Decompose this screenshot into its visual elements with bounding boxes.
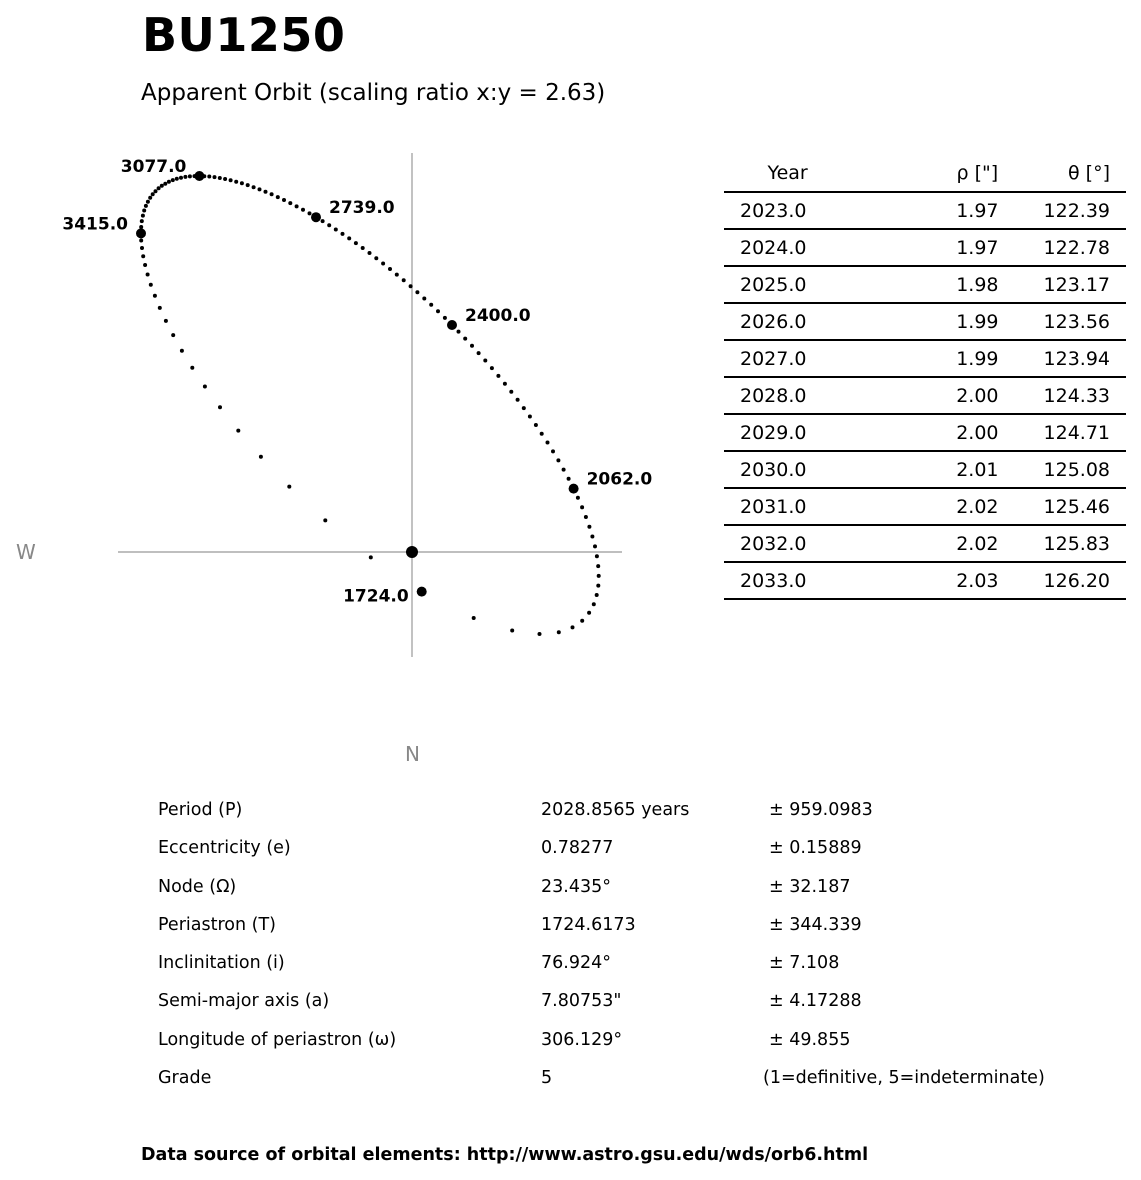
parameter-error: (1=definitive, 5=indeterminate) <box>763 1068 1045 1089</box>
orbit-point <box>546 441 550 445</box>
table-row <box>724 377 1126 414</box>
parameter-value: 76.924° <box>541 953 611 974</box>
orbit-point <box>142 209 146 213</box>
epoch-marker <box>417 587 427 597</box>
column-header-year: Year <box>724 155 851 192</box>
orbit-point <box>287 485 291 489</box>
parameter-name: Period (P) <box>158 800 243 820</box>
cell-year: 2023.0 <box>724 192 851 229</box>
orbit-point <box>595 554 599 558</box>
orbit-point <box>143 263 147 267</box>
epoch-label: 1724.0 <box>343 586 409 607</box>
cell-theta: 122.78 <box>1044 229 1126 266</box>
cell-theta: 123.94 <box>1044 340 1126 377</box>
orbit-point <box>510 629 514 633</box>
chart-subtitle: Apparent Orbit (scaling ratio x:y = 2.63) <box>141 80 606 106</box>
parameter-name: Grade <box>158 1068 212 1089</box>
orbit-point <box>153 294 157 298</box>
orbit-point <box>236 429 240 433</box>
table-row <box>724 303 1126 340</box>
orbit-point <box>584 515 588 519</box>
epoch-label: 3077.0 <box>120 157 187 177</box>
cell-theta: 125.08 <box>1044 451 1126 488</box>
cell-theta: 124.71 <box>1044 414 1126 451</box>
orbit-point <box>567 477 571 481</box>
orbit-point <box>557 630 561 634</box>
orbit-point <box>562 468 566 472</box>
cell-year: 2027.0 <box>724 340 851 377</box>
cell-theta: 122.39 <box>1044 192 1126 229</box>
orbit-point <box>139 239 143 243</box>
cell-year: 2032.0 <box>724 525 851 562</box>
orbit-point <box>213 175 217 179</box>
parameter-value: 7.80753" <box>541 991 622 1012</box>
epoch-label: 2400.0 <box>465 306 531 326</box>
orbit-point <box>252 185 256 189</box>
orbit-point <box>171 178 175 182</box>
epoch-marker <box>194 171 204 181</box>
orbit-point <box>528 415 532 419</box>
orbit-point <box>592 602 596 606</box>
orbit-point <box>188 174 192 178</box>
orbit-point <box>160 184 164 188</box>
orbit-point <box>522 406 526 410</box>
cell-theta: 126.20 <box>1044 562 1126 599</box>
orbit-point <box>593 544 597 548</box>
orbit-point <box>477 351 481 355</box>
parameter-error: ± 344.339 <box>769 914 862 935</box>
orbit-point <box>264 190 268 194</box>
cell-year: 2033.0 <box>724 562 851 599</box>
parameter-name: Node (Ω) <box>158 876 237 897</box>
orbit-point <box>180 349 184 353</box>
orbit-point <box>229 178 233 182</box>
orbit-point <box>282 198 286 202</box>
orbit-point <box>163 182 167 186</box>
orbit-point <box>551 449 555 453</box>
orbit-point <box>140 246 144 250</box>
orbit-point <box>323 518 327 522</box>
cell-rho: 2.02 <box>851 488 1043 525</box>
table-row <box>724 414 1126 451</box>
orbit-point <box>258 187 262 191</box>
orbit-point <box>175 177 179 181</box>
orbit-point <box>157 186 161 190</box>
cell-rho: 2.00 <box>851 377 1043 414</box>
orbit-point <box>402 278 406 282</box>
parameter-name: Semi-major axis (a) <box>158 991 330 1012</box>
table-row <box>724 488 1126 525</box>
cell-theta: 125.83 <box>1044 525 1126 562</box>
epoch-label: 2062.0 <box>586 469 653 490</box>
cell-theta: 124.33 <box>1044 377 1126 414</box>
orbit-point <box>334 228 338 232</box>
column-header-rho: ρ ["] <box>851 155 1043 192</box>
parameter-name: Eccentricity (e) <box>158 838 291 859</box>
cell-year: 2031.0 <box>724 488 851 525</box>
epoch-marker <box>136 228 146 238</box>
apparent-orbit-chart <box>0 140 700 780</box>
orbit-point <box>354 241 358 245</box>
orbit-point <box>308 211 312 215</box>
orbit-path <box>139 174 601 636</box>
cell-rho: 2.00 <box>851 414 1043 451</box>
orbit-point <box>167 180 171 184</box>
orbit-point <box>490 366 494 370</box>
orbit-point <box>361 246 365 250</box>
north-label: N <box>405 742 420 766</box>
orbit-point <box>327 223 331 227</box>
orbit-point <box>534 423 538 427</box>
cell-year: 2024.0 <box>724 229 851 266</box>
orbit-point <box>171 333 175 337</box>
orbit-point <box>388 267 392 271</box>
orbit-point <box>151 192 155 196</box>
epoch-marker <box>569 484 579 494</box>
orbit-point <box>223 177 227 181</box>
cell-year: 2025.0 <box>724 266 851 303</box>
orbit-point <box>139 225 143 229</box>
primary-star <box>406 546 418 558</box>
orbit-point <box>288 201 292 205</box>
orbit-point <box>597 574 601 578</box>
parameter-value: 306.129° <box>541 1029 623 1050</box>
orbit-point <box>203 385 207 389</box>
ephemeris-table <box>724 155 1126 600</box>
orbit-point <box>158 306 162 310</box>
orbit-point <box>321 219 325 223</box>
parameter-value: 23.435° <box>541 876 611 897</box>
orbit-point <box>576 496 580 500</box>
table-row <box>724 525 1126 562</box>
orbit-point <box>509 390 513 394</box>
orbit-point <box>538 632 542 636</box>
parameter-value: 5 <box>541 1068 553 1089</box>
orbit-point <box>140 219 144 223</box>
data-source-footer: Data source of orbital elements: http://www.astro.gsu.edu/wds/orb6.html <box>141 1145 869 1165</box>
table-row <box>724 340 1126 377</box>
orbit-point <box>580 505 584 509</box>
cell-year: 2030.0 <box>724 451 851 488</box>
orbit-point <box>540 432 544 436</box>
orbit-point <box>596 564 600 568</box>
cell-rho: 2.01 <box>851 451 1043 488</box>
table-row <box>724 266 1126 303</box>
cell-rho: 1.97 <box>851 229 1043 266</box>
cell-rho: 1.98 <box>851 266 1043 303</box>
table-row <box>724 192 1126 229</box>
parameter-name: Longitude of periastron (ω) <box>158 1029 397 1050</box>
orbit-point <box>381 262 385 266</box>
orbit-point <box>415 290 419 294</box>
cell-year: 2029.0 <box>724 414 851 451</box>
orbit-point <box>259 455 263 459</box>
orbit-point <box>422 297 426 301</box>
orbit-point <box>463 337 467 341</box>
west-label: W <box>16 540 36 564</box>
parameter-error: ± 7.108 <box>769 953 840 974</box>
parameter-error: ± 32.187 <box>769 876 851 897</box>
orbit-point <box>470 344 474 348</box>
orbit-point <box>154 189 158 193</box>
orbit-point <box>472 616 476 620</box>
orbit-point <box>516 398 520 402</box>
epoch-label: 2739.0 <box>329 198 395 219</box>
parameter-name: Periastron (T) <box>158 914 276 935</box>
parameter-name: Inclinitation (i) <box>158 953 285 974</box>
parameter-error: ± 49.855 <box>769 1029 851 1050</box>
cell-theta: 123.56 <box>1044 303 1126 340</box>
epoch-marker <box>447 320 457 330</box>
parameter-value: 0.78277 <box>541 838 614 859</box>
cell-theta: 125.46 <box>1044 488 1126 525</box>
orbit-point <box>503 382 507 386</box>
orbit-point <box>374 256 378 260</box>
orbit-point <box>240 181 244 185</box>
orbit-point <box>556 458 560 462</box>
orbit-point <box>218 176 222 180</box>
orbit-point <box>207 175 211 179</box>
cell-year: 2026.0 <box>724 303 851 340</box>
cell-rho: 2.02 <box>851 525 1043 562</box>
orbit-point <box>369 555 373 559</box>
orbit-point <box>595 593 599 597</box>
orbit-point <box>234 180 238 184</box>
orbit-point <box>580 619 584 623</box>
orbit-point <box>295 204 299 208</box>
orbit-point <box>141 214 145 218</box>
orbit-point <box>590 535 594 539</box>
orbit-point <box>146 273 150 277</box>
orbit-point <box>164 319 168 323</box>
cell-rho: 2.03 <box>851 562 1043 599</box>
orbit-point <box>429 303 433 307</box>
orbit-point <box>270 192 274 196</box>
cell-rho: 1.99 <box>851 303 1043 340</box>
orbit-point <box>341 232 345 236</box>
epoch-label: 3415.0 <box>62 214 128 235</box>
epoch-markers <box>62 157 652 607</box>
parameter-value: 1724.6173 <box>541 914 636 935</box>
orbit-point <box>146 200 150 204</box>
parameter-error: ± 4.17288 <box>769 991 862 1012</box>
orbit-point <box>571 625 575 629</box>
orbit-point <box>395 273 399 277</box>
orbit-point <box>144 204 148 208</box>
orbit-point <box>596 584 600 588</box>
orbit-point <box>246 183 250 187</box>
cell-rho: 1.97 <box>851 192 1043 229</box>
orbit-point <box>483 359 487 363</box>
orbit-point <box>148 196 152 200</box>
table-header-row <box>724 155 1126 192</box>
orbit-point <box>218 405 222 409</box>
star-designation-title: BU1250 <box>142 8 346 62</box>
orbit-point <box>276 195 280 199</box>
orbit-point <box>141 254 145 258</box>
orbit-point <box>587 611 591 615</box>
parameter-value: 2028.8565 years <box>541 800 690 820</box>
orbit-point <box>301 208 305 212</box>
cell-theta: 123.17 <box>1044 266 1126 303</box>
table-row <box>724 562 1126 599</box>
orbit-point <box>587 525 591 529</box>
table-row <box>724 229 1126 266</box>
orbit-point <box>457 330 461 334</box>
orbit-point <box>368 251 372 255</box>
table-row <box>724 451 1126 488</box>
cell-year: 2028.0 <box>724 377 851 414</box>
orbit-point <box>436 309 440 313</box>
cell-rho: 1.99 <box>851 340 1043 377</box>
parameter-error: ± 0.15889 <box>769 838 862 859</box>
parameter-error: ± 959.0983 <box>769 800 873 820</box>
orbit-point <box>347 236 351 240</box>
orbit-point <box>443 316 447 320</box>
column-header-theta: θ [°] <box>1044 155 1126 192</box>
orbit-point <box>409 284 413 288</box>
orbit-point <box>149 283 153 287</box>
epoch-marker <box>311 212 321 222</box>
orbit-point <box>496 374 500 378</box>
orbit-point <box>190 366 194 370</box>
